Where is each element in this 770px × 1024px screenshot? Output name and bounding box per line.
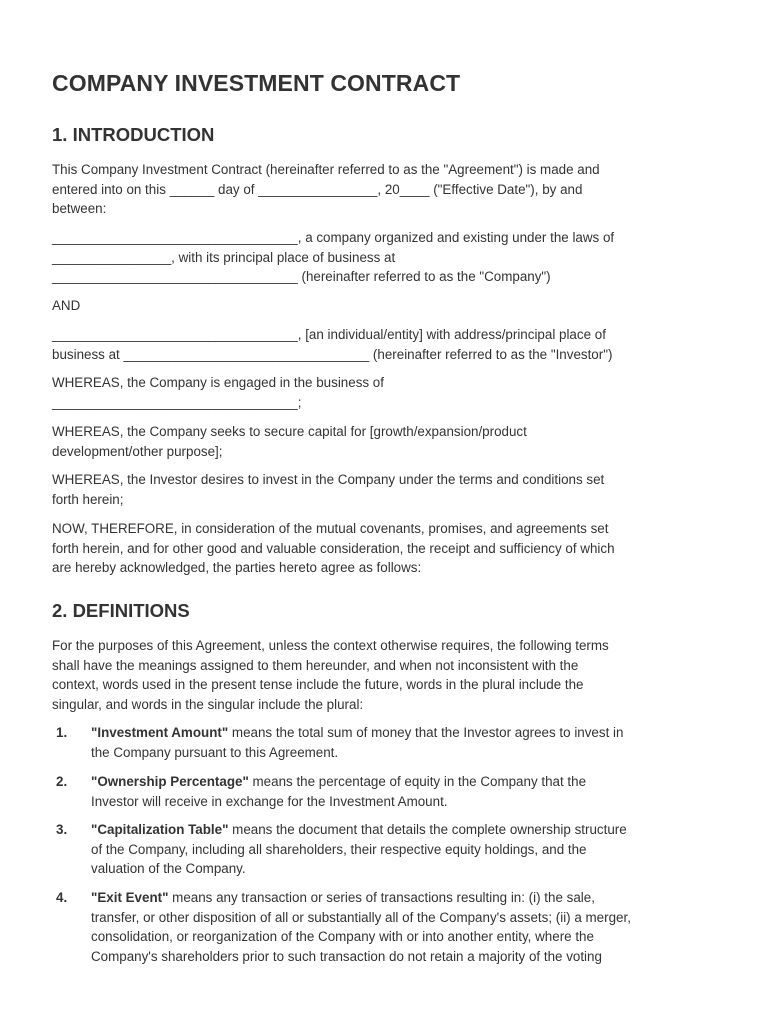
- definition-text: means any transaction or series of transactions resulting in: (i) the sale,: [168, 890, 595, 905]
- definition-text: means the document that details the complete ownership structure: [228, 822, 627, 837]
- text-line: AND: [52, 298, 81, 313]
- text-line: Company's shareholders prior to such transaction do not retain a majority of the voting: [91, 948, 602, 964]
- text-line: transfer, or other disposition of all or substantially all of the Company's assets; (ii) a merger,: [91, 909, 631, 925]
- text-line: are hereby acknowledged, the parties hereto agree as follows:: [52, 560, 422, 576]
- text-line: forth herein;: [52, 491, 124, 507]
- text-line: valuation of the Company.: [91, 861, 246, 877]
- text-line: singular, and words in the singular include the plural:: [52, 696, 364, 712]
- text-line: WHEREAS, the Company is engaged in the business of: [52, 375, 384, 390]
- text-line: _________________________________, a company organized and existing under the laws of: [52, 230, 615, 245]
- list-number: 1.: [56, 725, 68, 740]
- text-line: Investor will receive in exchange for the Investment Amount.: [91, 793, 448, 809]
- now-therefore-paragraph: [52, 519, 718, 578]
- company-party-paragraph: [52, 228, 718, 287]
- investor-party-paragraph: [52, 325, 718, 364]
- text-line: forth herein, and for other good and valuable consideration, the receipt and sufficiency of which: [52, 540, 615, 556]
- definition-text: means the percentage of equity in the Company that the: [248, 774, 587, 789]
- definition-text: means the total sum of money that the Investor agrees to invest in: [228, 725, 624, 740]
- defined-term: "Exit Event": [91, 890, 169, 905]
- text-line: WHEREAS, the Company seeks to secure capital for [growth/expansion/product: [52, 424, 527, 439]
- text-line: shall have the meanings assigned to them hereunder, and when not inconsistent with the: [52, 657, 579, 673]
- text-line: _________________________________;: [52, 394, 302, 410]
- text-line: entered into on this ______ day of ________________, 20____ ("Effective Date"), by and: [52, 181, 583, 197]
- text-line: between:: [52, 201, 107, 217]
- text-line: This Company Investment Contract (hereinafter referred to as the "Agreement") is made and: [52, 162, 600, 177]
- document-title: COMPANY INVESTMENT CONTRACT: [52, 70, 461, 96]
- text-line: WHEREAS, the Investor desires to invest in the Company under the terms and conditions set: [52, 472, 605, 487]
- text-line: ________________, with its principal place of business at: [52, 249, 396, 265]
- text-line: _________________________________ (hereinafter referred to as the "Company"): [52, 269, 551, 285]
- defined-term: "Ownership Percentage": [91, 774, 249, 789]
- whereas-business-paragraph: [52, 373, 718, 412]
- section-heading-introduction: 1. INTRODUCTION: [52, 124, 215, 145]
- defined-term: "Investment Amount": [91, 725, 229, 740]
- text-line: context, words used in the present tense include the future, words in the plural include the: [52, 677, 584, 693]
- whereas-capital-paragraph: [52, 422, 718, 461]
- text-line: For the purposes of this Agreement, unless the context otherwise requires, the following terms: [52, 638, 609, 653]
- text-line: of the Company, including all shareholders, their respective equity holdings, and the: [91, 841, 587, 857]
- text-line: development/other purpose];: [52, 443, 223, 459]
- text-line: _________________________________, [an individual/entity] with address/principal place of: [52, 327, 606, 342]
- text-line: the Company pursuant to this Agreement.: [91, 744, 339, 760]
- list-number: 2.: [56, 774, 68, 789]
- intro-paragraph: [52, 160, 718, 219]
- text-line: NOW, THEREFORE, in consideration of the mutual covenants, promises, and agreements set: [52, 521, 609, 536]
- text-line: business at _________________________________ (hereinafter referred to as the "Investor"): [52, 346, 613, 362]
- whereas-investor-paragraph: [52, 470, 718, 509]
- list-number: 4.: [56, 890, 68, 905]
- definitions-intro-paragraph: [52, 636, 718, 714]
- and-paragraph: [52, 296, 718, 316]
- defined-term: "Capitalization Table": [91, 822, 229, 837]
- section-heading-definitions: 2. DEFINITIONS: [52, 600, 190, 621]
- text-line: consolidation, or reorganization of the Company with or into another entity, where the: [91, 929, 594, 945]
- list-number: 3.: [56, 822, 68, 837]
